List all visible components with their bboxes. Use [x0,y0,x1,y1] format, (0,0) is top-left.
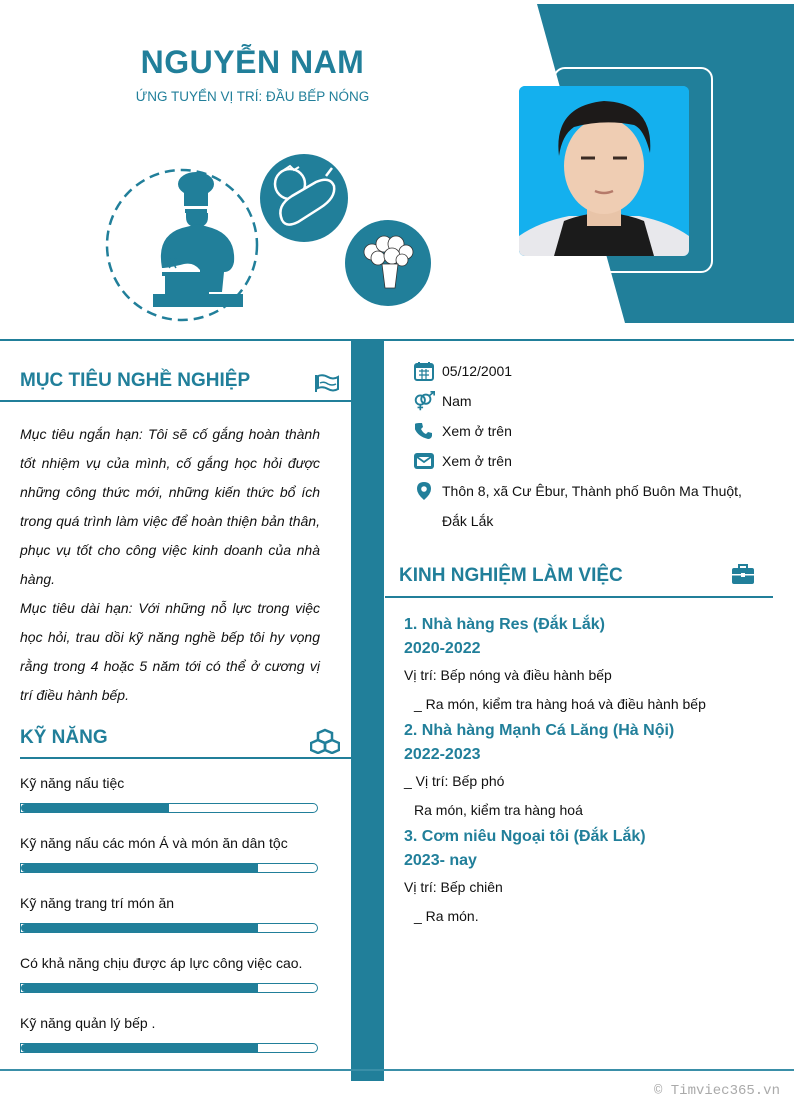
skill-item [20,953,320,993]
experience-detail: Vị trí: Bếp chiên [404,879,503,895]
experience-detail: _ Ra món, kiểm tra hàng hoá và điều hành bếp [414,696,706,712]
experience-company: 1. Nhà hàng Res (Đắk Lắk) [404,616,605,633]
experience-detail: Ra món, kiểm tra hàng hoá [414,802,583,818]
phone-value: Xem ở trên [442,423,512,439]
info-gender [412,386,742,416]
skill-progress-bar [20,863,318,873]
broccoli-icon [345,220,431,306]
birthday-value: 05/12/2001 [442,363,513,379]
section-title-skills: KỸ NĂNG [20,727,108,748]
experience-period: 2020-2022 [404,640,481,657]
vegetables-icon [260,154,348,242]
skill-label: Kỹ năng nấu tiệc [20,775,125,791]
skill-label: Kỹ năng nấu các món Á và món ăn dân tộc [20,835,288,851]
map-pin-icon [412,476,436,506]
section-underline [385,596,773,598]
skill-item [20,773,320,813]
flag-icon [314,373,340,393]
divider-top [0,339,794,341]
skill-label: Kỹ năng trang trí món ăn [20,895,175,911]
skill-label: Kỹ năng quản lý bếp . [20,1015,156,1031]
phone-icon [412,416,436,446]
experience-item [404,825,784,931]
objective-short-term: Mục tiêu ngắn hạn: Tôi sẽ cố gắng hoàn thành tốt nhiệm vụ của mình, cố gắng học hỏi được những công thức mới, những kiến thức bổ ích trong quá trình làm việc để hoàn thiện bản thân, phục vụ tốt cho công việc kinh doanh của nhà hàng. [20,426,320,587]
info-birthday [412,356,742,386]
skill-progress-fill [21,924,258,932]
section-title-objective: MỤC TIÊU NGHỀ NGHIỆP [20,370,251,391]
experience-detail: _ Ra món. [414,908,479,924]
info-phone [412,416,742,446]
candidate-name: NGUYỄN NAM [140,44,365,80]
skill-item [20,1013,320,1053]
skill-progress-fill [21,804,169,812]
column-divider-bar [351,341,384,1081]
section-underline [0,400,351,402]
experience-period: 2023- nay [404,852,477,869]
gender-value: Nam [442,393,472,409]
experience-period: 2022-2023 [404,746,481,763]
skill-item [20,893,320,933]
chef-illustration [100,140,440,340]
section-underline [20,757,351,759]
briefcase-icon [731,563,755,585]
applying-position: ỨNG TUYỂN VỊ TRÍ: ĐẦU BẾP NÓNG [135,89,370,104]
objective-text [20,420,320,710]
envelope-icon [412,446,436,476]
objective-long-term: Mục tiêu dài hạn: Với những nỗ lực trong việc học hỏi, trau dồi kỹ năng nghề bếp tôi hy vọng rằng trong 4 hoặc 5 năm tới có thể ở cương vị trí điều hành bếp. [20,600,320,703]
info-email [412,446,742,476]
experience-item [404,719,784,825]
experience-company: 3. Cơm niêu Ngoại tôi (Đắk Lắk) [404,828,646,845]
experience-company: 2. Nhà hàng Mạnh Cá Lăng (Hà Nội) [404,722,675,739]
skill-progress-bar [20,1043,318,1053]
skill-progress-fill [21,984,258,992]
info-address [412,476,742,536]
experience-detail: _ Vị trí: Bếp phó [404,773,505,789]
skill-progress-fill [21,1044,258,1052]
cubes-icon [310,728,340,754]
skill-progress-bar [20,803,318,813]
divider-bottom [0,1069,794,1071]
section-title-experience: KINH NGHIỆM LÀM VIỆC [399,565,623,586]
experience-item [404,613,784,719]
skill-progress-fill [21,864,258,872]
calendar-icon [412,356,436,386]
skill-progress-bar [20,983,318,993]
portrait-image [519,86,689,256]
watermark: © Timviec365.vn [653,1083,780,1099]
skill-progress-bar [20,923,318,933]
skill-item [20,833,320,873]
email-value: Xem ở trên [442,453,512,469]
gender-icon [412,386,436,416]
address-value: Thôn 8, xã Cư Êbur, Thành phố Buôn Ma Thuột, Đắk Lắk [442,483,742,529]
experience-detail: Vị trí: Bếp nóng và điều hành bếp [404,667,612,683]
chef-cooking-icon [153,172,243,307]
profile-photo [519,86,689,256]
skill-label: Có khả năng chịu được áp lực công việc cao. [20,955,303,971]
